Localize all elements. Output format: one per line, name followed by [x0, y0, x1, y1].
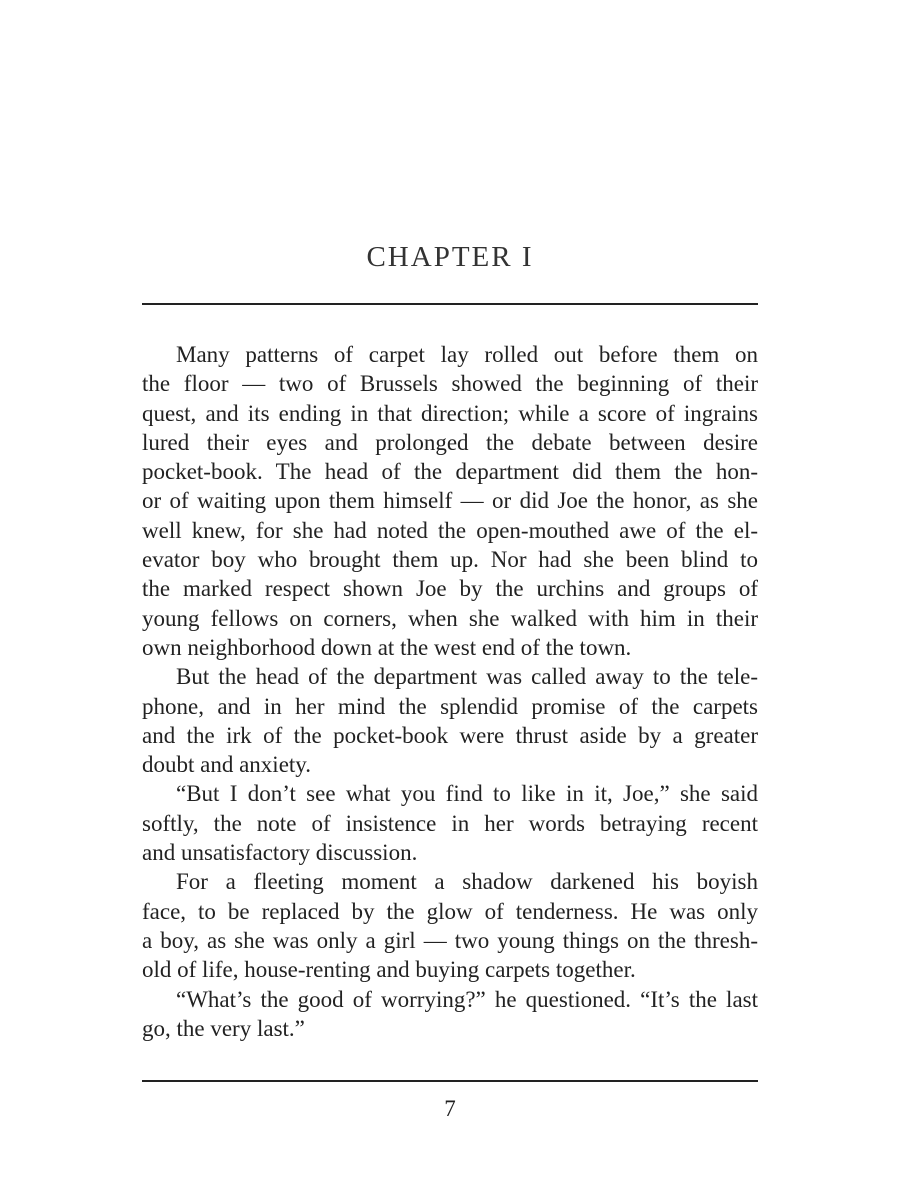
text-line: well knew, for she had noted the open-mouthed awe of the el-	[142, 517, 758, 543]
text-line: “What’s the good of worrying?” he questioned. “It’s the last	[176, 986, 758, 1012]
bottom-rule-divider	[142, 1080, 758, 1082]
text-line: Many patterns of carpet lay rolled out before them on	[176, 342, 758, 367]
text-line: doubt and anxiety.	[142, 752, 312, 778]
text-line: the floor — two of Brussels showed the beginning of their	[142, 371, 758, 397]
text-line: own neighborhood down at the west end of the town.	[142, 634, 632, 660]
text-line: and the irk of the pocket-book were thrust aside by a greater	[142, 722, 758, 748]
text-line: phone, and in her mind the splendid promise of the carpets	[142, 693, 758, 719]
top-rule-divider	[142, 303, 758, 305]
text-line: and unsatisfactory discussion.	[142, 840, 418, 866]
text-line: “But I don’t see what you find to like in it, Joe,” she said	[176, 781, 758, 807]
text-line: lured their eyes and prolonged the debate between desire	[142, 429, 758, 455]
text-line: softly, the note of insistence in her words betraying recent	[142, 810, 758, 836]
text-line: a boy, as she was only a girl — two young things on the thresh-	[142, 927, 758, 953]
text-line: For a fleeting moment a shadow darkened his boyish	[176, 869, 758, 895]
chapter-body	[142, 340, 758, 1043]
text-line: quest, and its ending in that direction; while a score of ingrains	[142, 400, 758, 426]
text-line: face, to be replaced by the glow of tenderness. He was only	[142, 898, 758, 924]
text-line: old of life, house-renting and buying carpets together.	[142, 957, 636, 983]
page-number: 7	[444, 1096, 456, 1121]
text-line: pocket-book. The head of the department did them the hon-	[142, 459, 758, 485]
text-line: young fellows on corners, when she walked with him in their	[142, 605, 758, 631]
text-line: But the head of the department was called away to the tele-	[176, 664, 758, 690]
chapter-title: CHAPTER I	[366, 241, 534, 273]
text-line: or of waiting upon them himself — or did Joe the honor, as she	[142, 488, 758, 514]
text-line: go, the very last.”	[142, 1015, 305, 1041]
text-line: evator boy who brought them up. Nor had she been blind to	[142, 547, 758, 573]
text-line: the marked respect shown Joe by the urchins and groups of	[142, 576, 758, 602]
